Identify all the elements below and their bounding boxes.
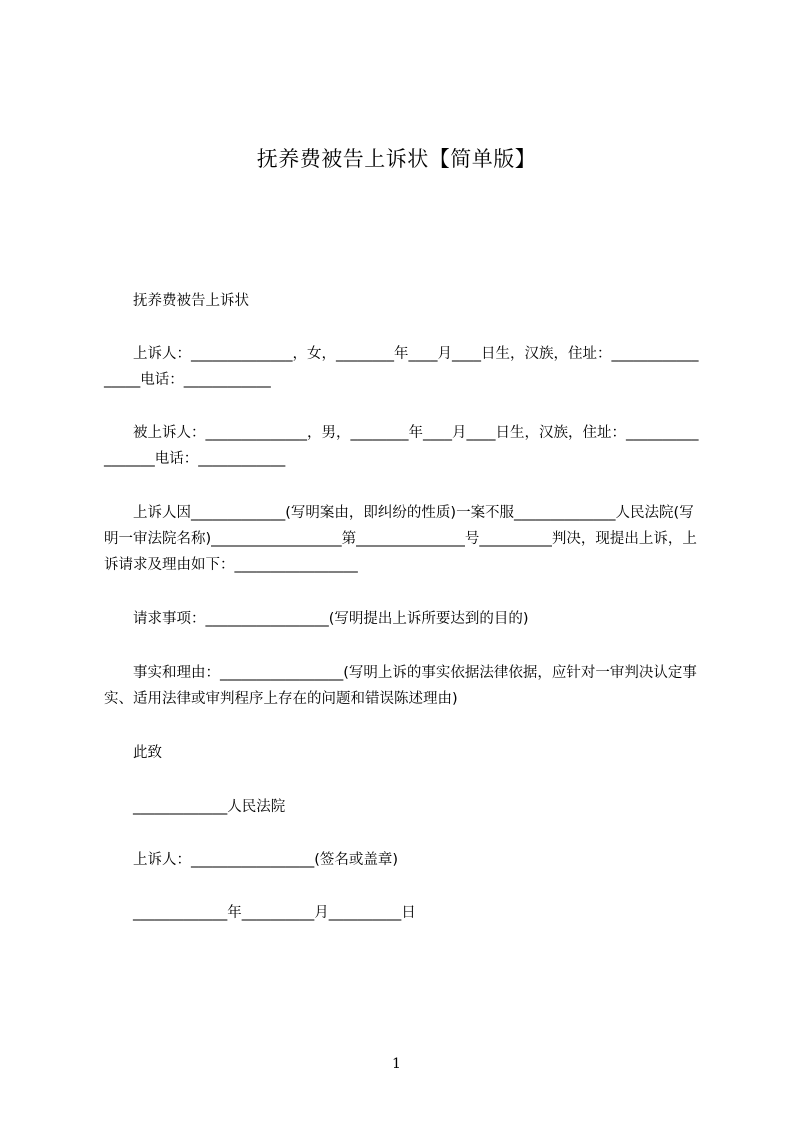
document-title: 抚养费被告上诉状【简单版】 (256, 147, 537, 171)
appellee-paragraph: 被上诉人：______________，男，________年____月____日生，汉族，住址：_________________电话：____________ (104, 425, 699, 467)
appellant-paragraph: 上诉人：______________，女，________年____月____日生，汉族，住址：_________________电话：____________ (104, 346, 699, 388)
signature-paragraph: 上诉人：_________________(签名或盖章) (133, 852, 399, 868)
salutation-paragraph: 此致 (133, 745, 162, 761)
facts-reasons-paragraph: 事实和理由：_________________(写明上诉的事实依据法律依据，应针对一审判决认定事实、适用法律或审判程序上存在的问题和错误陈述理由) (104, 665, 697, 707)
heading-paragraph: 抚养费被告上诉状 (133, 293, 249, 309)
appeal-reason-paragraph: 上诉人因_____________(写明案由，即纠纷的性质)一案不服______________人民法院(写明一审法院名称)__________________第_______________号__________判决，现提出上诉，上诉请求及理由如下：_________________ (104, 505, 697, 573)
request-items-paragraph: 请求事项：_________________(写明提出上诉所要达到的目的) (133, 611, 529, 627)
court-paragraph: _____________人民法院 (133, 799, 286, 815)
page-number: 1 (392, 1056, 401, 1072)
date-paragraph: _____________年__________月__________日 (133, 905, 416, 921)
